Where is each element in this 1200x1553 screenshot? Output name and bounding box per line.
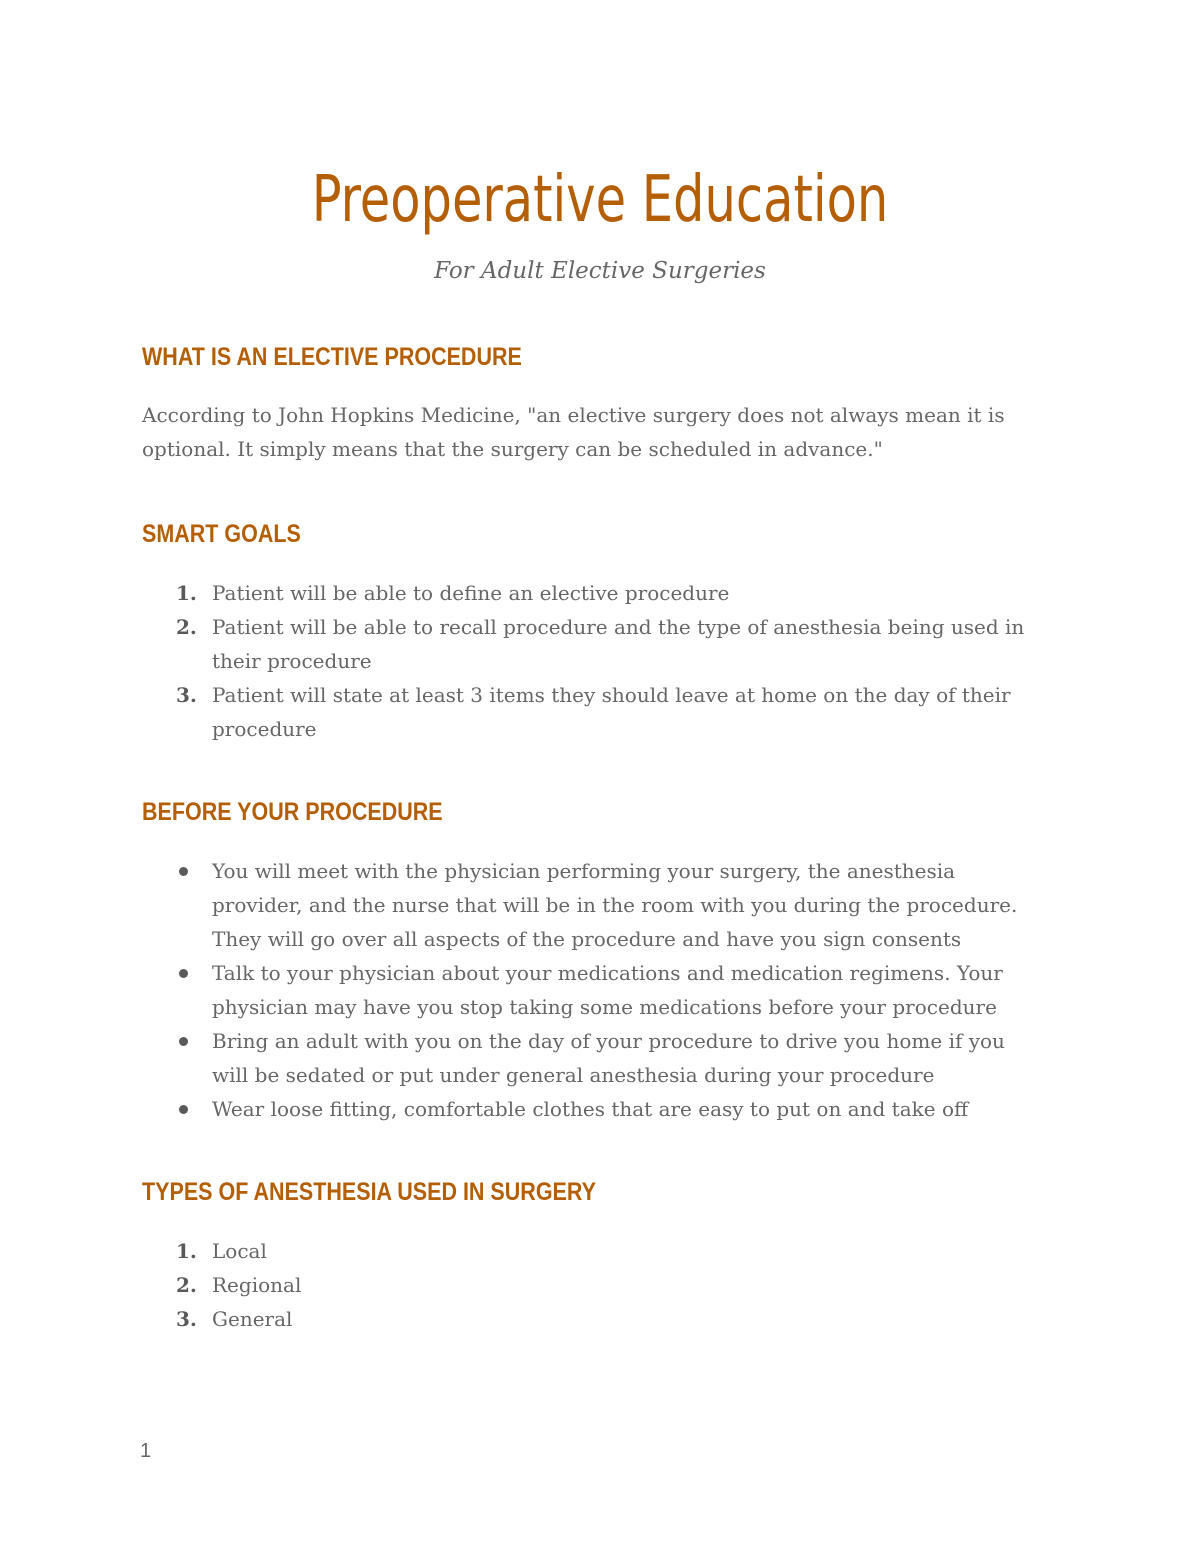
bullet-icon	[179, 1037, 188, 1046]
smart-goals-list	[142, 576, 1042, 746]
list-item-text: You will meet with the physician performing your surgery, the anesthesia provider, and the nurse that will be in the room with you during the procedure. They will go over all aspects of the procedure and have you sign consents	[212, 859, 1018, 951]
list-item	[142, 1302, 1042, 1336]
document-title: Preoperative Education	[311, 163, 889, 237]
list-item	[142, 1092, 1042, 1126]
list-item	[142, 576, 1042, 610]
list-number: 2.	[176, 615, 197, 639]
list-number: 3.	[176, 683, 197, 707]
section-heading-before: BEFORE YOUR PROCEDURE	[142, 798, 443, 826]
section-heading-elective: WHAT IS AN ELECTIVE PROCEDURE	[142, 343, 522, 371]
list-number: 1.	[176, 1239, 197, 1263]
bullet-icon	[179, 1105, 188, 1114]
list-number: 2.	[176, 1273, 197, 1297]
list-item	[142, 854, 1042, 956]
list-item-text: Regional	[212, 1273, 302, 1297]
list-number: 1.	[176, 581, 197, 605]
before-procedure-list	[142, 854, 1042, 1126]
list-item	[142, 1268, 1042, 1302]
list-item-text: Local	[212, 1239, 267, 1263]
list-item-text: Bring an adult with you on the day of your procedure to drive you home if you will be sedated or put under general anesthesia during your procedure	[212, 1029, 1005, 1087]
list-item	[142, 1234, 1042, 1268]
list-item-text: Patient will be able to define an elective procedure	[212, 581, 730, 605]
list-item-text: Wear loose fitting, comfortable clothes that are easy to put on and take off	[212, 1097, 969, 1121]
list-number: 3.	[176, 1307, 197, 1331]
list-item-text: Talk to your physician about your medications and medication regimens. Your physician may have you stop taking some medications before your procedure	[212, 961, 1003, 1019]
list-item-text: Patient will state at least 3 items they should leave at home on the day of their procedure	[212, 683, 1011, 741]
bullet-icon	[179, 969, 188, 978]
section-heading-anesthesia: TYPES OF ANESTHESIA USED IN SURGERY	[142, 1178, 596, 1206]
list-item	[142, 610, 1042, 678]
section-heading-smart-goals: SMART GOALS	[142, 520, 301, 548]
list-item-text: General	[212, 1307, 293, 1331]
list-item	[142, 956, 1042, 1024]
anesthesia-types-list	[142, 1234, 1042, 1336]
bullet-icon	[179, 867, 188, 876]
list-item	[142, 678, 1042, 746]
list-item-text: Patient will be able to recall procedure and the type of anesthesia being used in their procedure	[212, 615, 1025, 673]
document-subtitle: For Adult Elective Surgeries	[434, 258, 766, 284]
section-body-elective: According to John Hopkins Medicine, "an elective surgery does not always mean it is optional. It simply means that the surgery can be scheduled in advance."	[142, 403, 1005, 461]
page-number: 1	[140, 1440, 152, 1462]
list-item	[142, 1024, 1042, 1092]
